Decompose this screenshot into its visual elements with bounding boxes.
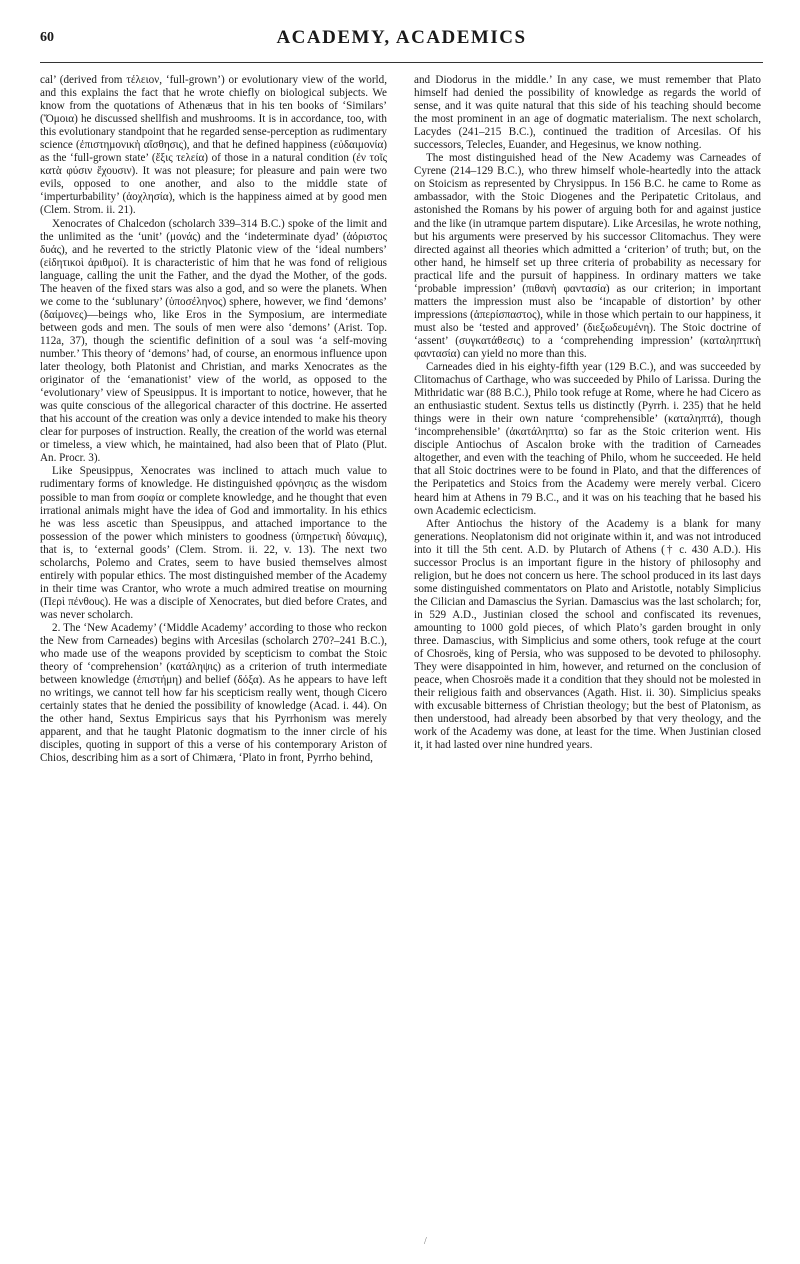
paragraph: Carneades died in his eighty-fifth year (129 B.C.), and was succeeded by Clitomachus of Carthage, who was succeeded by Philo of Larissa. During the Mithridatic war (88 B.C.), Philo took refuge at Rome, where he had Cicero as an enthusiastic student. Sextus tells us distinctly (Pyrrh. i. 235) that he held things were in their own nature ‘comprehensible’ (καταληπτά), though ‘incomprehensible’ (ἀκατάληπτα) so far as the Stoic criterion went. His disciple Antiochus of Ascalon broke with the tradition of Carneades altogether, and even with the teaching of Philo, whom he succeeded. He held that all Stoic doctrines were to be found in Plato, and that the differences of the Peripatetics and Stoics from the Academy were merely verbal. Cicero heard him at Athens in 79 B.C., and it was on his teaching that he based his own Academic eclecticism. <box>414 361 761 517</box>
paragraph: cal’ (derived from τέλειον, ‘full-grown’) or evolutionary view of the world, and this explains the fact that he wrote chiefly on biological subjects. We know from the quotations of Athenæus that in his ten books of ‘Similars’ (Ὅμοια) he discussed shellfish and mushrooms. It is in accordance, too, with this evolutionary standpoint that he regarded sense-perception as rudimentary science (ἐπιστημονικὴ αἴσθησις), and that he defined happiness (εὐδαιμονία) as the ‘full-grown state’ (ἕξις τελεία) of those in a natural condition (ἐν τοῖς κατὰ φύσιν ἔχουσιν). It was not pleasure; for pleasure and pain were two evils, opposed to one another, and also to the middle state of ‘imperturbability’ (ἀοχλησία), which is the happiness aimed at by good men (Clem. Strom. ii. 21). <box>40 74 387 217</box>
paragraph: Like Speusippus, Xenocrates was inclined to attach much value to rudimentary forms of knowledge. He distinguished φρόνησις as the wisdom possible to man from σοφία or complete knowledge, and he thought that even irrational animals might have the idea of God and immortality. In his ethics he was less ascetic than Speusippus, and attached importance to the possession of the power which ministers to goodness (ὑπηρετικὴ δύναμις), that is, to ‘external goods’ (Clem. Strom. ii. 22, v. 13). The next two scholarchs, Polemo and Crates, seem to have busied themselves almost entirely with popular ethics. The most distinguished member of the Academy in their time was Crantor, who wrote a much admired treatise on mourning (Περὶ πένθους). He was a disciple of Xenocrates, but died before Crates, and was never scholarch. <box>40 465 387 621</box>
page-header <box>40 22 763 62</box>
header-rule <box>40 62 763 63</box>
paragraph: Xenocrates of Chalcedon (scholarch 339–314 B.C.) spoke of the limit and the unlimited as the ‘unit’ (μονάς) and the ‘indeterminate dyad’ (ἀόριστος δυάς), and he reverted to the strictly Platonic view of the ‘ideal numbers’ (εἰδητικοὶ ἀριθμοί). It is characteristic of him that he was fond of religious language, calling the unit the Father, and the dyad the Mother, of the gods. The heaven of the fixed stars was also a god, and so were the planets. When we come to the ‘sublunary’ (ὑποσέληνος) sphere, however, we find ‘demons’ (δαίμονες)—beings who, like Eros in the Symposium, are intermediate between gods and men. The souls of men were also ‘demons’ (Arist. Top. 112a, 37), though the scientific definition of a soul was ‘a self-moving number.’ This theory of ‘demons’ had, of course, an enormous influence upon later theology, both Platonist and Christian, and marks Xenocrates as the originator of the ‘emanationist’ view of the world, as opposed to the ‘evolutionary’ view of Speusippus. It is important to notice, however, that he was quite conscious of the allegorical character of this doctrine. He asserted that his account of the creation was only a device intended to make his theory clear for purposes of instruction. Really, the creation of the world was eternal or timeless, a view which, he maintained, had also been that of Plato (Plut. An. Procr. 3). <box>40 217 387 465</box>
footer-mark: / <box>424 1236 427 1247</box>
paragraph: The most distinguished head of the New Academy was Carneades of Cyrene (214–129 B.C.), who threw himself whole-heartedly into the attack on Stoicism as represented by Chrysippus. In 156 B.C. he came to Rome as ambassador, with the Stoic Diogenes and the Peripatetic Critolaus, and astonished the Romans by his power of arguing both for and against justice and the like (in utramque partem disputare). Like Arcesilas, he wrote nothing, but his arguments were preserved by his successor Clitomachus. They were directed against all theories which admitted a ‘criterion’ of truth; but, on the other hand, he himself set up three criteria of probability as necessary for practical life and the pursuit of happiness. In ordinary matters we take ‘probable impression’ (πιθανὴ φαντασία) as our criterion; in important matters the impression must also be ‘incapable of distortion’ by other impressions (ἀπερίσπαστος), while in those which pertain to our happiness, it must also be ‘tested and approved’ (διεξωδευμένη). The Stoic doctrine of ‘assent’ (συγκατάθεσις) to a ‘comprehending impression’ (καταληπτικὴ φαντασία) can yield no more than this. <box>414 152 761 360</box>
left-column <box>40 74 387 765</box>
running-title: ACADEMY, ACADEMICS <box>276 27 527 48</box>
paragraph: and Diodorus in the middle.’ In any case, we must remember that Plato himself had denied the possibility of knowledge as regards the world of sense, and it was quite natural that this side of his teaching should become the most prominent in an age of dogmatic materialism. The next scholarch, Lacydes (241–215 B.C.), continued the tradition of Arcesilas. Of his successors, Telecles, Euander, and Hegesinus, we know nothing. <box>414 74 761 152</box>
page-number: 60 <box>40 30 54 45</box>
paragraph: 2. The ‘New Academy’ (‘Middle Academy’ according to those who reckon the New from Carneades) begins with Arcesilas (scholarch 270?–241 B.C.), who made use of the weapons provided by scepticism to combat the Stoic theory of ‘comprehension’ (κατάληψις) as a criterion of truth intermediate between knowledge (ἐπιστήμη) and belief (δόξα). As he appears to have left no writings, we cannot tell how far his scepticism really went, though Cicero certainly states that he denied the possibility of knowledge (Acad. i. 44). On the other hand, Sextus Empiricus says that his Pyrrhonism was merely apparent, and that he taught Platonic dogmatism to the inner circle of his disciples, quoting in support of this a verse of his contemporary Ariston of Chios, describing him as a sort of Chimæra, ‘Plato in front, Pyrrho behind, <box>40 621 387 765</box>
right-column <box>414 74 761 752</box>
paragraph: After Antiochus the history of the Academy is a blank for many generations. Neoplatonism did not originate within it, and was not introduced into it till the 5th cent. A.D. by Plutarch of Athens († c. 430 A.D.). His successor Proclus is an important figure in the history of philosophy and religion, but he does not concern us here. The school produced in its last days some distinguished commentators on Plato and Aristotle, notably Simplicius the Cilician and Damascius the Syrian. Damascius was the last scholarch; for, in 529 A.D., Justinian closed the school and confiscated its revenues, amounting to 1000 gold pieces, of which Plato’s garden brought in only three. Damascius, with Simplicius and some others, took refuge at the court of Chosroës, king of Persia, who was supposed to be devoted to philosophy. They were disappointed in him, however, and returned on the conclusion of peace, when Chosroës made it a condition that they should not be molested in their religious faith and observances (Agath. Hist. ii. 30). Simplicius speaks with excusable bitterness of Christian theology; but the best of Platonism, as then understood, had already been absorbed by that very theology, and the work of the Academy was done, at least for the time. When Justinian closed it, it had lasted over nine hundred years. <box>414 517 761 752</box>
